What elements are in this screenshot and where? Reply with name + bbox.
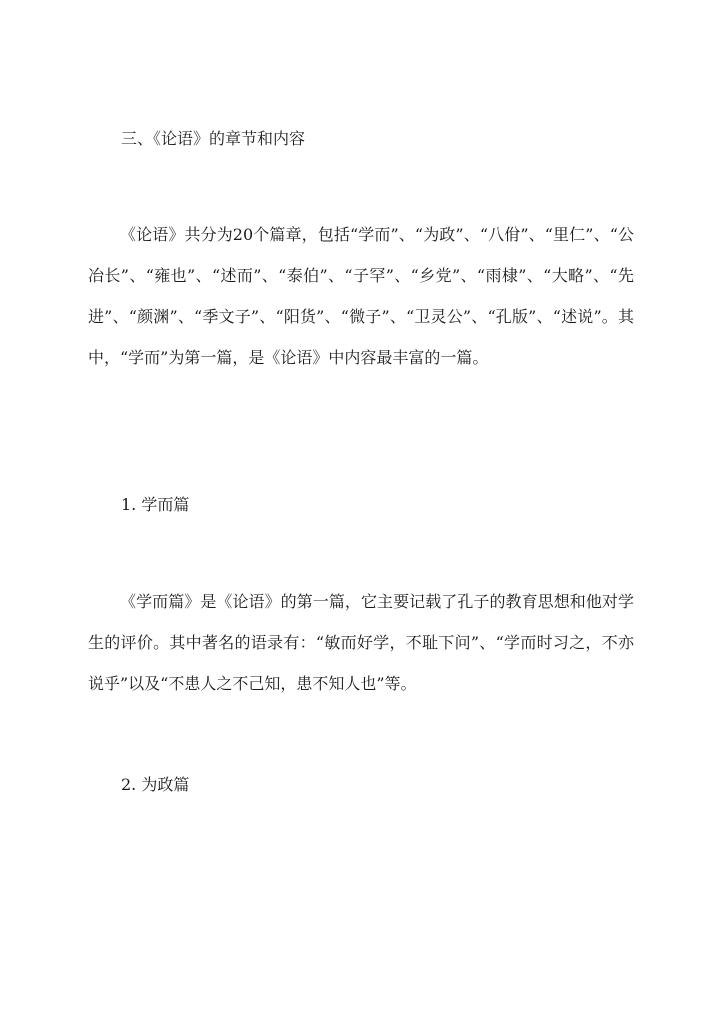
intro-paragraph: 《论语》共分为20个篇章，包括“学而”、“为政”、“八佾”、“里仁”、“公冶长”、“雍也”、“述而”、“泰伯”、“子罕”、“乡党”、“雨棣”、“大略”、“先进”、“颜渊”、“季文子”、“阳货”、“微子”、“卫灵公”、“孔版”、“述说”。其中，“学而”为第一篇，是《论语》中内容最丰富的一篇。 [88, 225, 634, 367]
section-heading: 三、《论语》的章节和内容 [121, 129, 306, 148]
subsection-heading-weizheng: 2. 为政篇 [121, 775, 190, 794]
subsection-heading-xueer: 1. 学而篇 [121, 495, 190, 514]
subsection-paragraph-xueer: 《学而篇》是《论语》的第一篇，它主要记载了孔子的教育思想和他对学生的评价。其中著名的语录有：“敏而好学，不耻下问”、“学而时习之，不亦说乎”以及“不患人之不己知，患不知人也”等。 [88, 592, 634, 693]
